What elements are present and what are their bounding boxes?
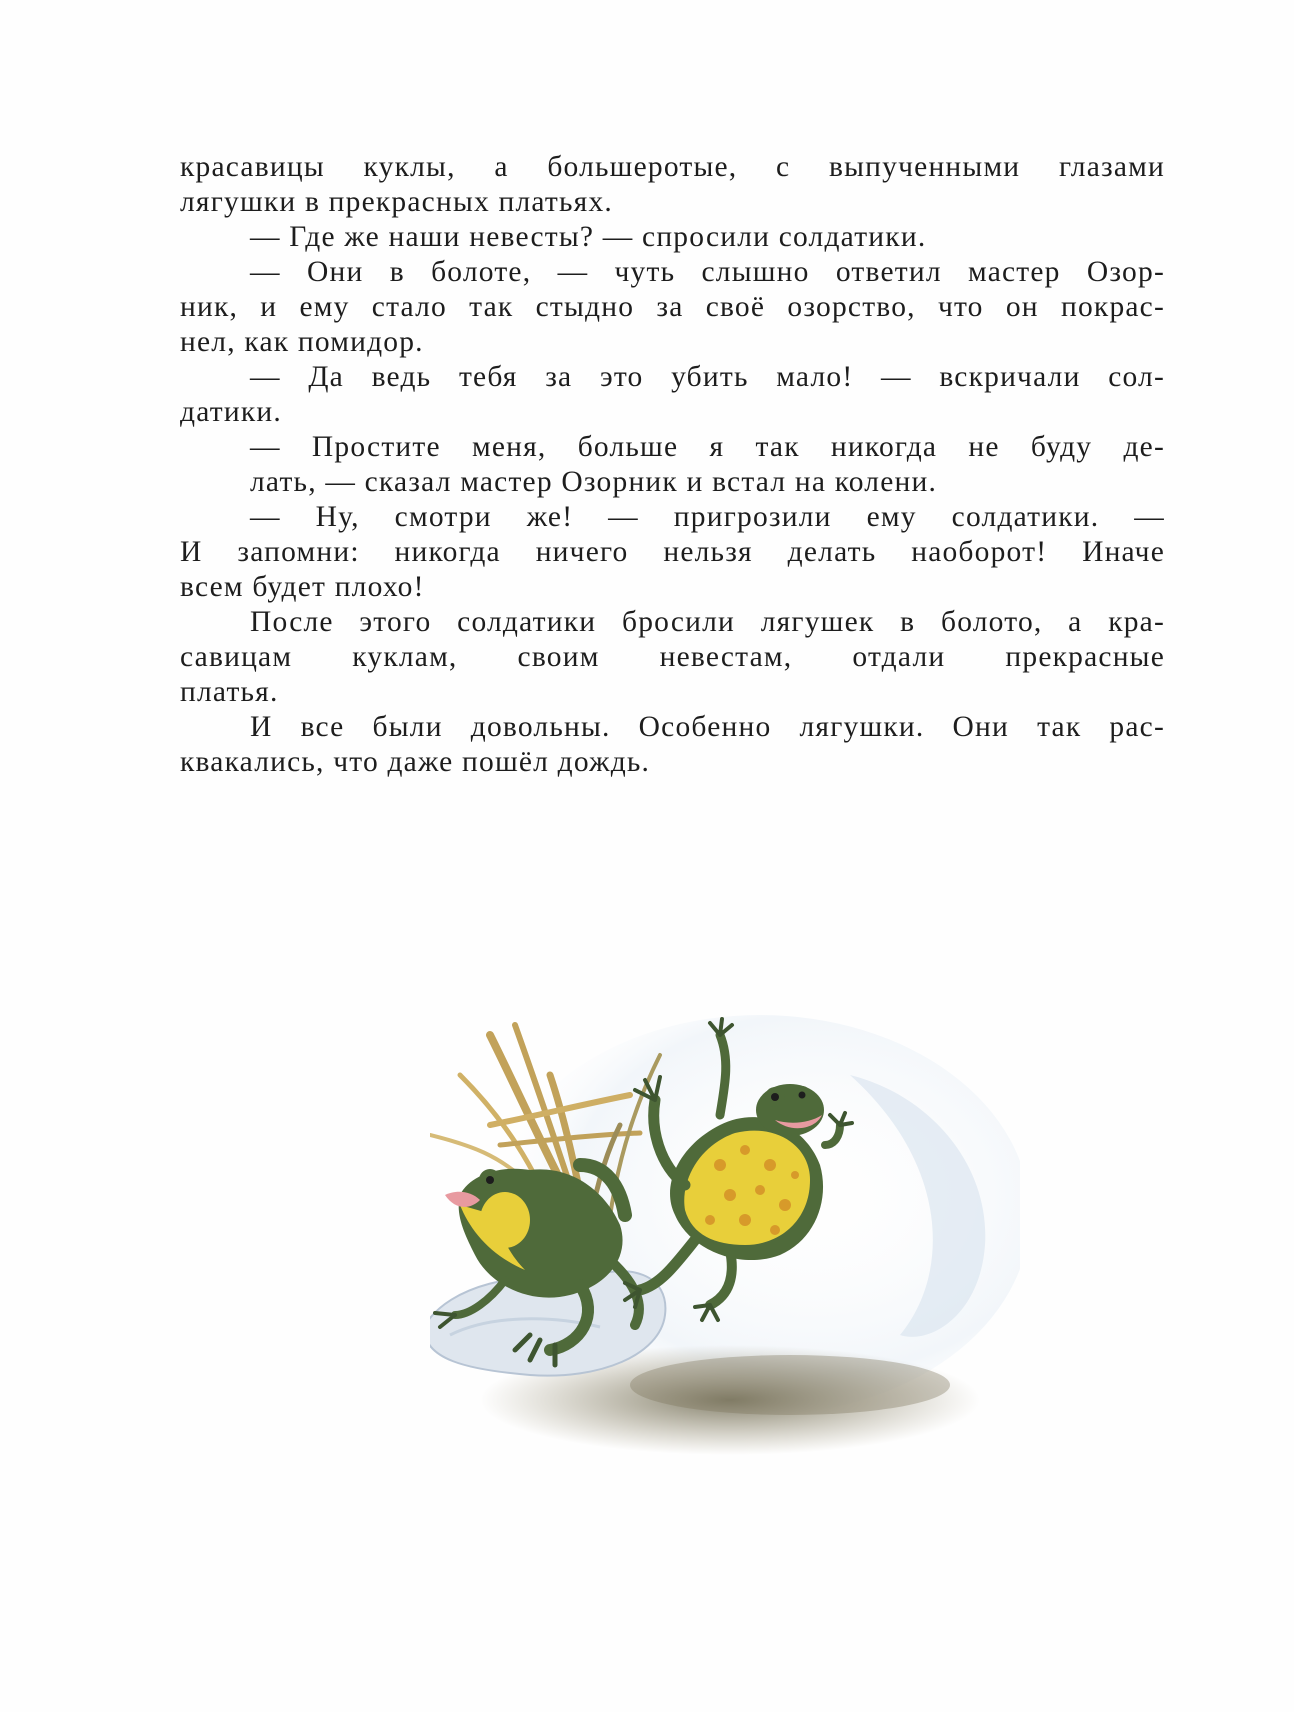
text-line: — Простите меня, больше я так никогда не буду де- bbox=[250, 431, 1165, 463]
text-line: После этого солдатики бросили лягушек в болото, а кра- bbox=[250, 606, 1165, 638]
text-line: нел, как помидор. bbox=[180, 326, 424, 358]
text-line: — Ну, смотри же! — пригрозили ему солдатики. — bbox=[250, 501, 1165, 533]
text-line: — Где же наши невесты? — спросили солдатики. bbox=[250, 221, 927, 253]
frogs-illustration bbox=[430, 1015, 1020, 1480]
text-line: платья. bbox=[180, 676, 279, 708]
text-line: — Да ведь тебя за это убить мало! — вскричали сол- bbox=[250, 361, 1165, 393]
text-line: И запомни: никогда ничего нельзя делать наоборот! Иначе bbox=[180, 536, 1165, 568]
text-line: ник, и ему стало так стыдно за своё озорство, что он покрас- bbox=[180, 291, 1165, 323]
story-text bbox=[180, 150, 1165, 780]
text-line: красавицы куклы, а большеротые, с выпученными глазами bbox=[180, 151, 1165, 183]
text-line: — Они в болоте, — чуть слышно ответил мастер Озор- bbox=[250, 256, 1165, 288]
text-line: савицам куклам, своим невестам, отдали прекрасные bbox=[180, 641, 1165, 673]
text-line: лать, — сказал мастер Озорник и встал на колени. bbox=[250, 466, 938, 498]
text-line: лягушки в прекрасных платьях. bbox=[180, 186, 613, 218]
text-line: всем будет плохо! bbox=[180, 571, 425, 603]
text-line: квакались, что даже пошёл дождь. bbox=[180, 746, 651, 778]
text-line: датики. bbox=[180, 396, 282, 428]
text-line: И все были довольны. Особенно лягушки. Они так рас- bbox=[250, 711, 1165, 743]
